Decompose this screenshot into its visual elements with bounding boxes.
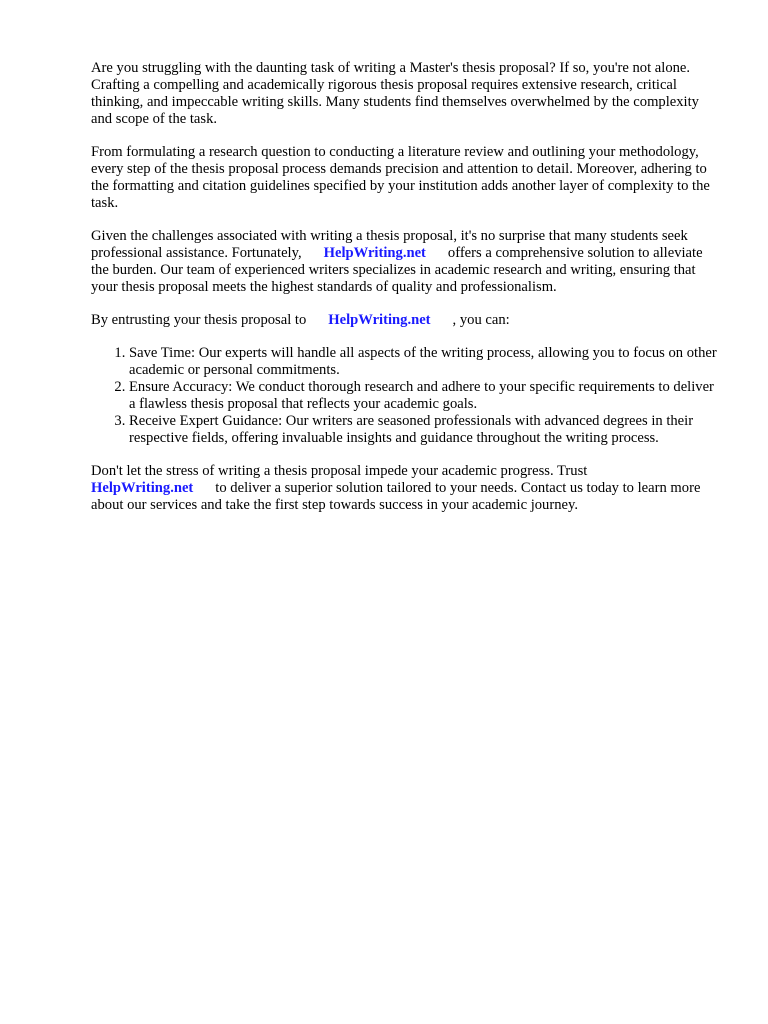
assistance-paragraph (91, 228, 721, 296)
list-item: 3. Receive Expert Guidance: Our writers are seasoned professionals with advanced degrees in their respective fields, offering invaluable insights and guidance throughout the writing process. (129, 413, 721, 447)
helpwriting-link[interactable]: HelpWriting.net (91, 480, 194, 496)
entrust-text-after: , you can: (452, 312, 510, 328)
closing-text-before: Don't let the stress of writing a thesis proposal impede your academic progress. Trust (91, 463, 588, 479)
entrust-paragraph (91, 312, 721, 329)
closing-paragraph (91, 463, 721, 514)
closing-text-after: to deliver a superior solution tailored to your needs. Contact us today to learn more about our services and take the first step towards success in your academic journey. (91, 480, 701, 513)
process-paragraph: From formulating a research question to conducting a literature review and outlining your methodology, every step of the thesis proposal process demands precision and attention to detail. Moreover, adhering to the formatting and citation guidelines specified by your institution adds another layer of complexity to the task. (91, 144, 710, 211)
list-item: 2. Ensure Accuracy: We conduct thorough research and adhere to your specific requirements to deliver a flawless thesis proposal that reflects your academic goals. (129, 379, 721, 413)
benefits-list (91, 345, 721, 447)
list-item: 1. Save Time: Our experts will handle all aspects of the writing process, allowing you to focus on other academic or personal commitments. (129, 345, 721, 379)
document-page (91, 60, 721, 530)
helpwriting-link[interactable]: HelpWriting.net (323, 245, 426, 261)
entrust-text-before: By entrusting your thesis proposal to (91, 312, 307, 328)
assistance-text-after: offers a comprehensive solution to alleviate the burden. Our team of experienced writers specializes in academic research and writing, ensuring that your thesis proposal meets the highest standards of quality and professionalism. (91, 245, 703, 295)
helpwriting-link[interactable]: HelpWriting.net (328, 312, 431, 328)
assistance-text-before: Given the challenges associated with writing a thesis proposal, it's no surprise that many students seek professional assistance. Fortunately, (91, 228, 688, 261)
intro-paragraph: Are you struggling with the daunting task of writing a Master's thesis proposal? If so, you're not alone. Crafting a compelling and academically rigorous thesis proposal requires extensive research, critical thinking, and impeccable writing skills. Many students find themselves overwhelmed by the complexity and scope of the task. (91, 60, 699, 127)
